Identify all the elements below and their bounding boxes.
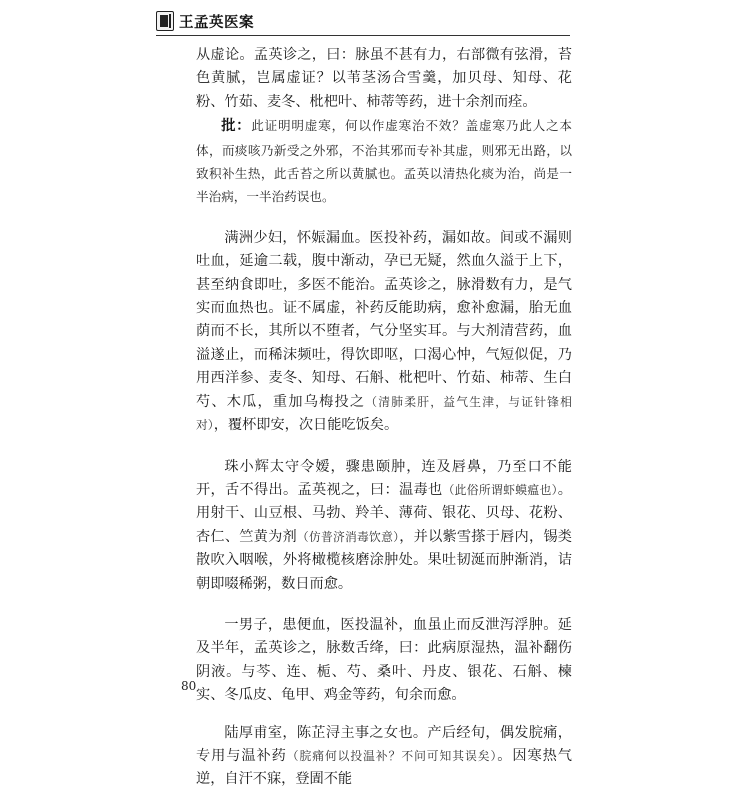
page-body (196, 44, 572, 792)
paragraph-text: 一男子，患便血，医投温补，血虽止而反泄泻浮肿。延及半年，孟英诊之，脉数舌绛，曰：此病原湿热，温补翻伤阴液。与芩、连、栀、芍、桑叶、丹皮、银花、石斛、楝实、冬瓜皮、龟甲、鸡金等药，旬余而愈。 (196, 616, 572, 704)
paragraph-text: 满洲少妇，怀娠漏血。医投补药，漏如故。间或不漏则吐血，延逾二载，腹中渐动，孕已无疑，然血久溢于上下，甚至纳食即吐，多医不能治。孟英诊之，脉滑数有力，是气实而血热也。证不属虚，补药反能助病，愈补愈漏，胎无血荫而不长，其所以不堕者，气分坚实耳。与大剂清营药，血溢遂止，而稀沫频吐，得饮即呕，口渴心忡，气短似促，乃用西洋参、麦冬、知母、石斛、枇杷叶、竹茹、柿蒂、生白芍、木瓜，重加乌梅投之 (196, 229, 572, 410)
section-gap (196, 596, 572, 614)
paragraph-3 (196, 456, 572, 596)
header-title: 王孟英医案 (179, 14, 254, 31)
running-header (156, 8, 254, 34)
paragraph-1 (196, 44, 572, 114)
header-rule (156, 35, 570, 36)
paragraph-text: 珠小辉太守令嫒，骤患颐肿，连及唇鼻，乃至口不能开，舌不得出。孟英视之，曰：温毒也 (196, 458, 572, 498)
inline-note: （仿普济消毒饮意） (296, 529, 400, 544)
paragraph-text: ，覆杯即安，次日能吃饭矣。 (213, 417, 399, 434)
commentary-text: 此证明明虚寒，何以作虚寒治不效？盖虚寒乃此人之本体，而痰咳乃新受之外邪，不治其邪而专补其虚，则邪无出路，以致积补生热，此舌苔之所以黄腻也。孟英以清热化痰为治，尚是一半治病，一半治药误也。 (196, 118, 572, 205)
inline-note: （清肺柔肝，益气生津，与证针锋相对） (196, 394, 572, 433)
section-gap (196, 438, 572, 456)
paragraph-2 (196, 227, 572, 438)
paragraph-text: ，并以紫雪搽于唇内，锡类散吹入咽喉，外将橄榄核磨涂肿处。果吐韧涎而肿渐消，诘朝即啜稀粥，数日而愈。 (196, 528, 572, 592)
paragraph-text: 。用射干、山豆根、马勃、羚羊、薄荷、银花、贝母、花粉、杏仁、竺黄为剂 (196, 481, 572, 545)
paragraph-5 (196, 722, 572, 792)
paragraph-text: 从虚论。孟英诊之，曰：脉虽不甚有力，右部微有弦滑，苔色黄腻，岂属虚证？以苇茎汤合雪羹，加贝母、知母、花粉、竹茹、麦冬、枇杷叶、柿蒂等药，进十余剂而痊。 (196, 47, 572, 110)
inline-note: （脘痛何以投温补？不问可知其误矣） (286, 748, 498, 763)
page-number: 80 (181, 679, 197, 693)
paragraph-4 (196, 614, 572, 708)
section-gap (196, 708, 572, 722)
section-gap (196, 209, 572, 227)
paragraph-text: 。因寒热气逆，自汗不寐，登圊不能 (196, 747, 572, 788)
commentary-label: 批： (221, 118, 252, 135)
book-icon (156, 11, 174, 31)
commentary-paragraph (196, 114, 572, 209)
inline-note: （此俗所谓虾蟆瘟也） (442, 482, 558, 497)
paragraph-text: 陆厚甫室，陈芷浔主事之女也。产后经旬，偶发脘痛，专用与温补药 (196, 724, 572, 764)
